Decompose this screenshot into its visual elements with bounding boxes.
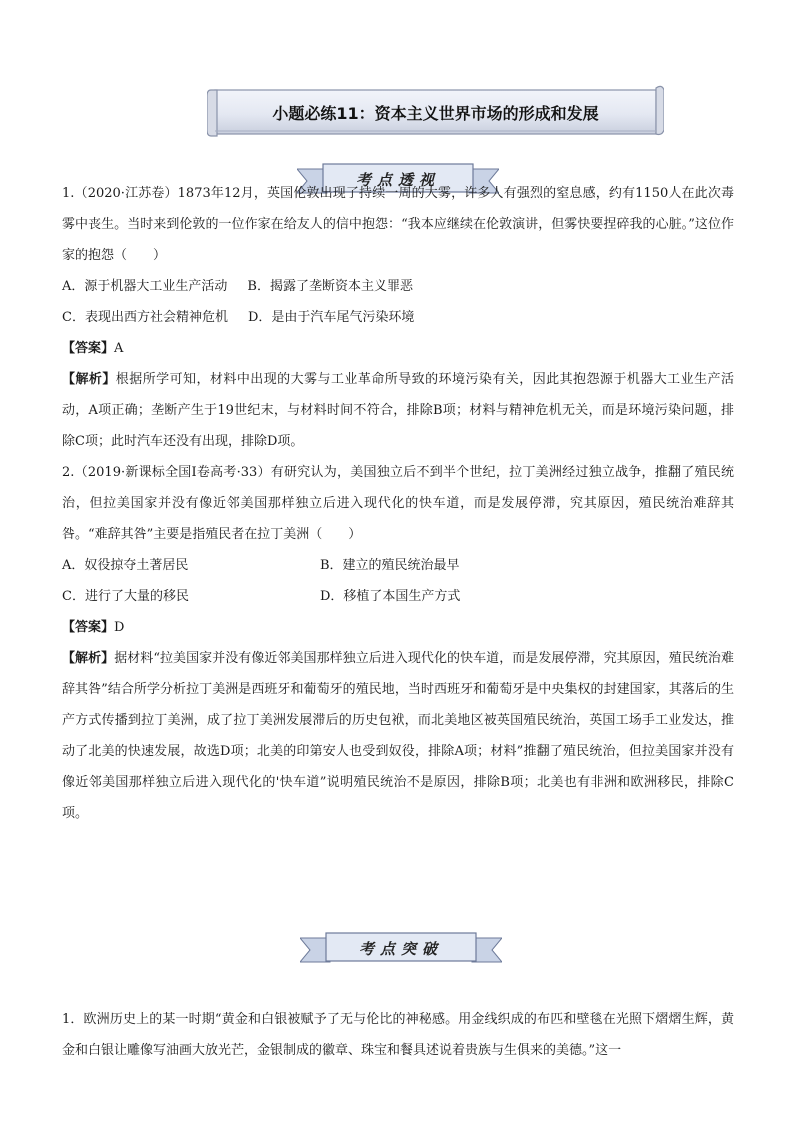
question-2-options-row-1 [62, 550, 734, 581]
question-1-options-row-2 [62, 302, 734, 333]
question-1-options-row-1 [62, 271, 734, 302]
analysis-tag: 【解析】 [62, 372, 116, 387]
question-2-analysis [62, 643, 734, 829]
option-a: A．奴役掠夺土著居民 [62, 558, 189, 573]
section-title-breakthrough: 考点突破 [358, 939, 443, 958]
section-ribbon-breakthrough [300, 930, 502, 966]
question-2-options-row-2 [62, 581, 734, 612]
option-d: D．移植了本国生产方式 [320, 589, 461, 604]
answer-value: D [114, 620, 125, 635]
answer-tag: 【答案】 [62, 341, 115, 356]
analysis-text: 据材料“拉美国家并没有像近邻美国那样独立后进入现代化的快车道，而是发展停滞，究其原因，殖民统治难辞其咎”结合所学分析拉丁美洲是西班牙和葡萄牙的殖民地，当时西班牙和葡萄牙是中央集权的封建国家，其落后的生产方式传播到拉丁美洲，成了拉丁美洲发展滞后的历史包袱，而北美地区被英国殖民统治，英国工场手工业发达，推动了北美的快速发展，故选D项；北美的印第安人也受到奴役，排除A项；材料”推翻了殖民统治，但拉美国家并没有像近邻美国那样独立后进入现代化的'快车道”说明殖民统治不是原因，排除B项；北美也有非洲和欧洲移民，排除C项。 [62, 651, 734, 821]
option-b: B．建立的殖民统治最早 [320, 558, 460, 573]
option-c: C．进行了大量的移民 [62, 589, 189, 604]
option-a: A．源于机器大工业生产活动 [62, 279, 228, 294]
option-d: D．是由于汽车尾气污染环境 [247, 310, 415, 325]
question-2-answer [62, 612, 734, 643]
question-1-answer [62, 333, 734, 364]
analysis-text: 根据所学可知，材料中出现的大雾与工业革命所导致的环境污染有关，因此其抱怨源于机器大工业生产活动，A项正确；垄断产生于19世纪末，与材料时间不符合，排除B项；材料与精神危机无关，而是环境污染问题，排除C项；此时汽车还没有出现，排除D项。 [62, 372, 734, 449]
answer-tag: 【答案】 [62, 620, 115, 635]
question-block-3 [62, 1004, 734, 1066]
answer-value: A [114, 341, 124, 356]
section-title-overview: 考点透视 [355, 170, 440, 189]
question-3-stem: 1．欧洲历史上的某一时期“黄金和白银被赋予了无与伦比的神秘感。用金线织成的布匹和壁毯在光照下熠熠生辉，黄金和白银让雕像写油画大放光芒，金银制成的徽章、珠宝和餐具述说着贵族与生俱来的美德。”这一 [62, 1012, 734, 1058]
option-c: C．表现出西方社会精神危机 [62, 310, 228, 325]
question-2-stem: 2.（2019·新课标全国Ⅰ卷高考·33）有研究认为，美国独立后不到半个世纪，拉丁美洲经过独立战争，推翻了殖民统治，但拉美国家并没有像近邻美国那样独立后进入现代化的快车道，而是发展停滞，究其原因，殖民统治难辞其咎。“难辞其咎”主要是指殖民者在拉丁美洲（ ） [62, 465, 734, 542]
question-1-analysis [62, 364, 734, 457]
page-title: 小题必练11：资本主义世界市场的形成和发展 [272, 103, 599, 123]
question-1-stem: 1.（2020·江苏卷）1873年12月，英国伦敦出现了持续一周的大雾，许多人有强烈的窒息感，约有1150人在此次毒雾中丧生。当时来到伦敦的一位作家在给友人的信中抱怨：“我本应继续在伦敦演讲，但雾快要捏碎我的心脏。”这位作家的抱怨（ ） [62, 186, 734, 263]
question-block-1 [62, 178, 734, 829]
title-banner [207, 84, 664, 140]
analysis-tag: 【解析】 [62, 651, 115, 666]
option-b: B．揭露了垄断资本主义罪恶 [247, 279, 413, 294]
